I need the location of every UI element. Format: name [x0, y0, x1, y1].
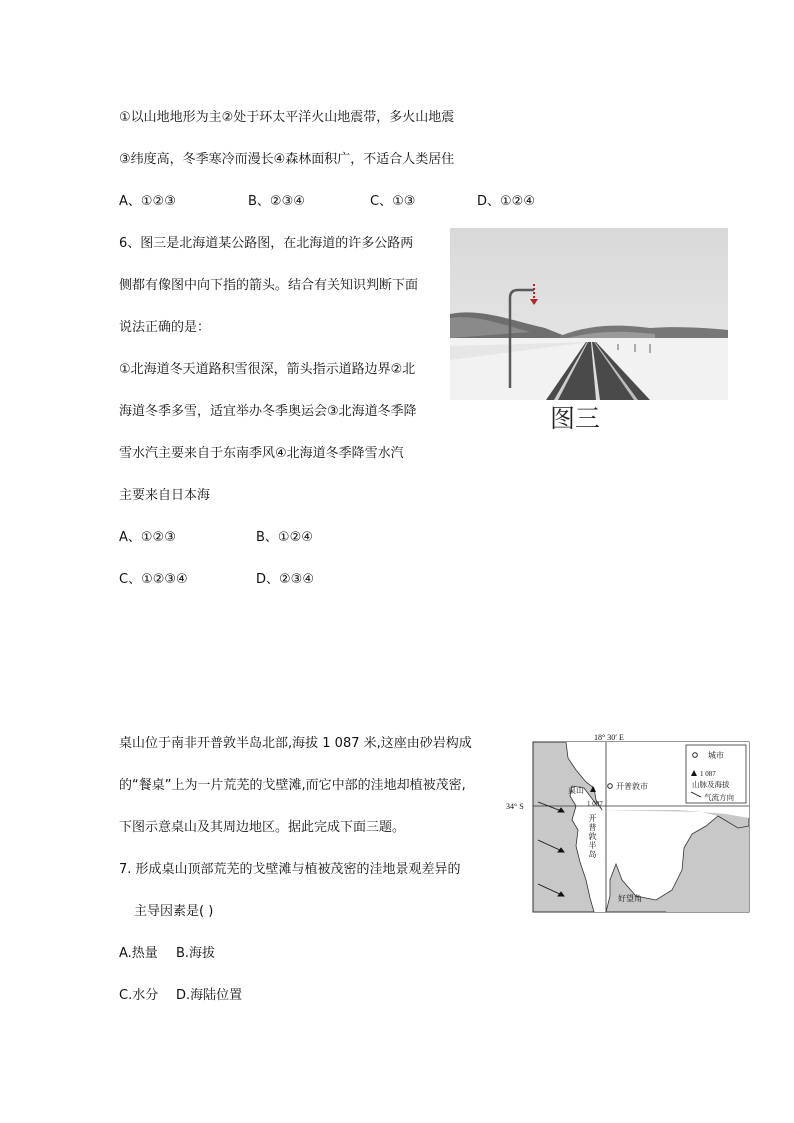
- cape-town-label: 开普敦市: [616, 782, 648, 791]
- q7-option-a: A.热量: [119, 946, 158, 961]
- table-mountain-map: [506, 730, 752, 918]
- figure-3-caption: 图三: [550, 404, 601, 433]
- q6-line-4: ①北海道冬天道路积雪很深，箭头指示道路边界②北: [119, 362, 416, 377]
- passage-line-3: 下图示意桌山及其周边地区。据此完成下面三题。: [119, 820, 406, 835]
- q6-option-d: D、②③④: [256, 572, 314, 587]
- peninsula-label: 开普敦半岛: [588, 814, 597, 859]
- hokkaido-road-photo: [450, 228, 728, 400]
- q7-line-1: 7. 形成桌山顶部荒芜的戈壁滩与植被茂密的洼地景观差异的: [119, 862, 461, 877]
- q5-option-c: C、①③: [370, 194, 416, 209]
- legend-wind-label: 气流方向: [704, 793, 734, 802]
- q5-option-b: B、②③④: [248, 194, 305, 209]
- q6-option-c: C、①②③④: [119, 572, 188, 587]
- q6-line-6: 雪水汽主要来自于东南季风④北海道冬季降雪水汽: [119, 446, 404, 461]
- legend-mountain-value: 1 087: [700, 770, 716, 778]
- latitude-label: 34° S: [506, 802, 524, 811]
- legend-city-label: 城市: [708, 751, 724, 760]
- q7-option-b: B.海拔: [176, 946, 216, 961]
- q6-option-b: B、①②④: [256, 530, 313, 545]
- q5-statement-line-1: ①以山地地形为主②处于环太平洋火山地震带，多火山地震: [119, 110, 455, 125]
- q6-line-2: 侧都有像图中向下指的箭头。结合有关知识判断下面: [119, 278, 419, 293]
- table-mountain-label: 桌山: [568, 786, 584, 795]
- q5-statement-line-2: ③纬度高，冬季寒冷而漫长④森林面积广，不适合人类居住: [119, 152, 455, 167]
- longitude-label: 18° 30′ E: [594, 733, 624, 742]
- passage-line-2: 的“餐桌”上为一片荒芜的戈壁滩,而它中部的洼地却植被茂密,: [119, 778, 466, 793]
- q5-option-a: A、①②③: [119, 194, 176, 209]
- q7-line-2: 主导因素是( ): [134, 904, 214, 919]
- q6-line-5: 海道冬季多雪，适宜举办冬季奥运会③北海道冬季降: [119, 404, 417, 419]
- q5-option-d: D、①②④: [477, 194, 535, 209]
- cape-town-city-icon: [608, 784, 613, 789]
- passage-line-1: 桌山位于南非开普敦半岛北部,海拔 1 087 米,这座由砂岩构成: [119, 736, 472, 751]
- q7-option-d: D.海陆位置: [176, 988, 243, 1003]
- q6-option-a: A、①②③: [119, 530, 176, 545]
- q6-line-3: 说法正确的是：: [119, 320, 211, 335]
- q7-option-c: C.水分: [119, 988, 159, 1003]
- cape-of-good-hope-label: 好望角: [618, 894, 642, 903]
- q6-line-7: 主要来自日本海: [119, 488, 211, 503]
- q6-line-1: 6、图三是北海道某公路图，在北海道的许多公路两: [119, 236, 414, 251]
- elevation-label: 1 087: [587, 800, 603, 808]
- legend-mountain-label: 山脉及海拔: [692, 780, 730, 789]
